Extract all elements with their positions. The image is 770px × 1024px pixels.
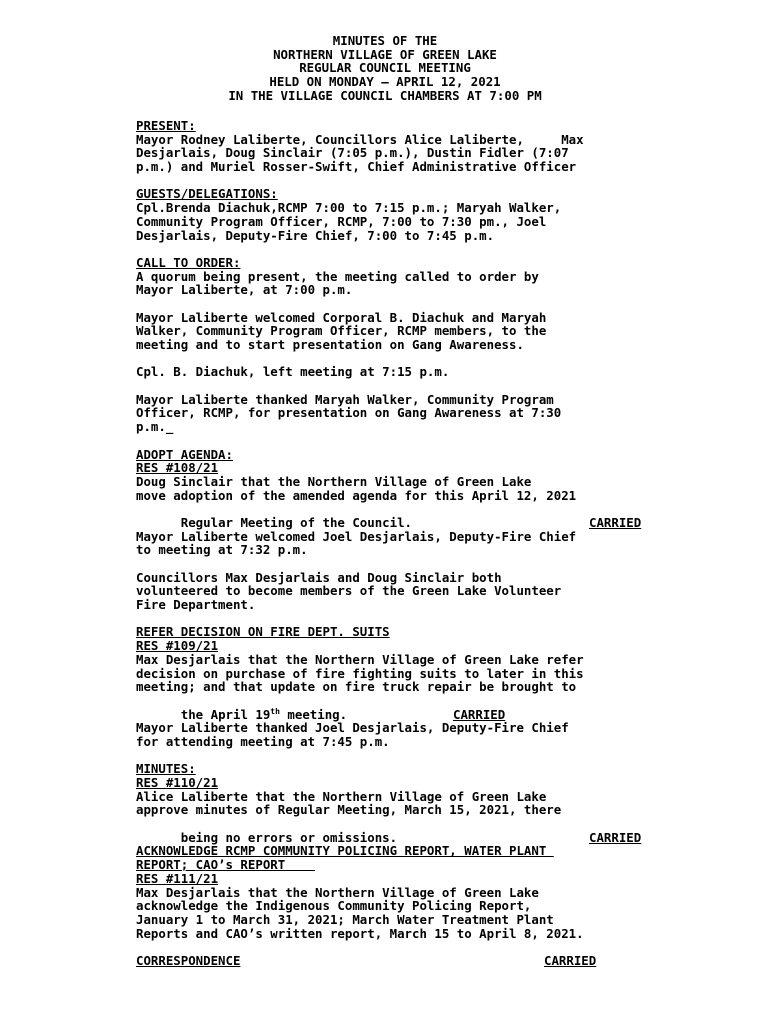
header-line: MINUTES OF THE	[332, 33, 438, 48]
guests-heading: GUESTS/DELEGATIONS:	[136, 186, 278, 202]
carried-label: CARRIED	[453, 706, 506, 722]
carried-label: CARRIED	[544, 952, 597, 968]
call-to-order-heading: CALL TO ORDER:	[136, 254, 241, 270]
text-line: Officer, RCMP, for presentation on Gang Awareness at 7:30	[136, 405, 562, 421]
text-line: Alice Laliberte that the Northern Village of Green Lake	[136, 788, 547, 804]
rcmp-report-heading: REPORT; CAO’s REPORT	[136, 857, 316, 873]
text-line: the April 19	[180, 706, 271, 722]
carried-label: CARRIED	[589, 829, 642, 845]
text-line: to meeting at 7:32 p.m.	[136, 542, 308, 558]
text-line: for attending meeting at 7:45 p.m.	[136, 733, 390, 749]
text-line: move adoption of the amended agenda for this April 12, 2021	[136, 487, 577, 503]
text-line: Fire Department.	[136, 597, 256, 613]
text-line: Desjarlais, Deputy-Fire Chief, 7:00 to 7:45 p.m.	[136, 227, 495, 243]
text-line: Mayor Laliberte, at 7:00 p.m.	[136, 282, 353, 298]
resolution-number: RES #108/21	[136, 460, 219, 476]
rcmp-report-heading: ACKNOWLEDGE RCMP COMMUNITY POLICING REPORT, WATER PLANT	[136, 843, 554, 859]
adopt-agenda-heading: ADOPT AGENDA:	[136, 446, 233, 462]
header-line: REGULAR COUNCIL MEETING	[299, 60, 471, 76]
text-line: decision on purchase of fire fighting suits to later in this	[136, 665, 584, 681]
correspondence-heading: CORRESPONDENCE	[136, 952, 241, 968]
text-line: Reports and CAO’s written report, March 15 to April 8, 2021.	[136, 925, 584, 941]
text-line: Doug Sinclair that the Northern Village of Green Lake	[136, 473, 532, 489]
resolution-number: RES #111/21	[136, 870, 219, 886]
text-line: meeting; and that update on fire truck repair be brought to	[136, 679, 577, 695]
text-line: Max Desjarlais that the Northern Village of Green Lake	[136, 884, 539, 900]
header-line: IN THE VILLAGE COUNCIL CHAMBERS AT 7:00 PM	[228, 87, 542, 103]
text-line: meeting.	[279, 706, 348, 722]
document-header	[0, 34, 770, 102]
text-line: Cpl. B. Diachuk, left meeting at 7:15 p.m.	[136, 364, 450, 380]
text-line: Mayor Laliberte welcomed Joel Desjarlais, Deputy-Fire Chief	[136, 528, 577, 544]
text-line: January 1 to March 31, 2021; March Water Treatment Plant	[136, 911, 554, 927]
header-line: NORTHERN VILLAGE OF GREEN LAKE	[273, 46, 497, 62]
text-line: Walker, Community Program Officer, RCMP members, to the	[136, 323, 547, 339]
text-line: Desjarlais, Doug Sinclair (7:05 p.m.), Dustin Fidler (7:07	[136, 145, 569, 161]
text-line: Max Desjarlais that the Northern Village of Green Lake refer	[136, 651, 584, 667]
text-line: A quorum being present, the meeting called to order by	[136, 268, 539, 284]
text-line: approve minutes of Regular Meeting, March 15, 2021, there	[136, 802, 562, 818]
text-line: Councillors Max Desjarlais and Doug Sinclair both	[136, 569, 502, 585]
superscript: th	[270, 706, 280, 716]
resolution-number: RES #109/21	[136, 638, 219, 654]
header-line: HELD ON MONDAY – APRIL 12, 2021	[269, 74, 501, 90]
text-line: Mayor Laliberte thanked Joel Desjarlais, Deputy-Fire Chief	[136, 720, 569, 736]
fire-suits-heading: REFER DECISION ON FIRE DEPT. SUITS	[136, 624, 390, 640]
text-line: Community Program Officer, RCMP, 7:00 to 7:30 pm., Joel	[136, 213, 547, 229]
text-line-with-carried	[136, 817, 696, 845]
text-line: Cpl.Brenda Diachuk,RCMP 7:00 to 7:15 p.m.; Maryah Walker,	[136, 200, 562, 216]
document-body	[136, 119, 696, 968]
minutes-heading: MINUTES:	[136, 761, 196, 777]
text-line: p.m.) and Muriel Rosser-Swift, Chief Administrative Officer	[136, 159, 577, 175]
text-line: Mayor Rodney Laliberte, Councillors Alice Laliberte, Max	[136, 131, 584, 147]
present-heading: PRESENT:	[136, 118, 196, 133]
text-line: p.m._	[136, 419, 174, 435]
text-line: meeting and to start presentation on Gang Awareness.	[136, 337, 524, 352]
text-line-with-carried	[136, 502, 696, 530]
text-line-with-carried	[136, 694, 696, 722]
text-line: Mayor Laliberte thanked Maryah Walker, Community Program	[136, 391, 554, 407]
carried-label: CARRIED	[589, 514, 642, 530]
resolution-number: RES #110/21	[136, 775, 219, 790]
text-line: being no errors or omissions.	[180, 829, 398, 845]
text-line: acknowledge the Indigenous Community Policing Report,	[136, 898, 532, 914]
text-line: Regular Meeting of the Council.	[180, 514, 413, 530]
text-line: Mayor Laliberte welcomed Corporal B. Diachuk and Maryah	[136, 309, 547, 325]
text-line: volunteered to become members of the Green Lake Volunteer	[136, 583, 562, 599]
